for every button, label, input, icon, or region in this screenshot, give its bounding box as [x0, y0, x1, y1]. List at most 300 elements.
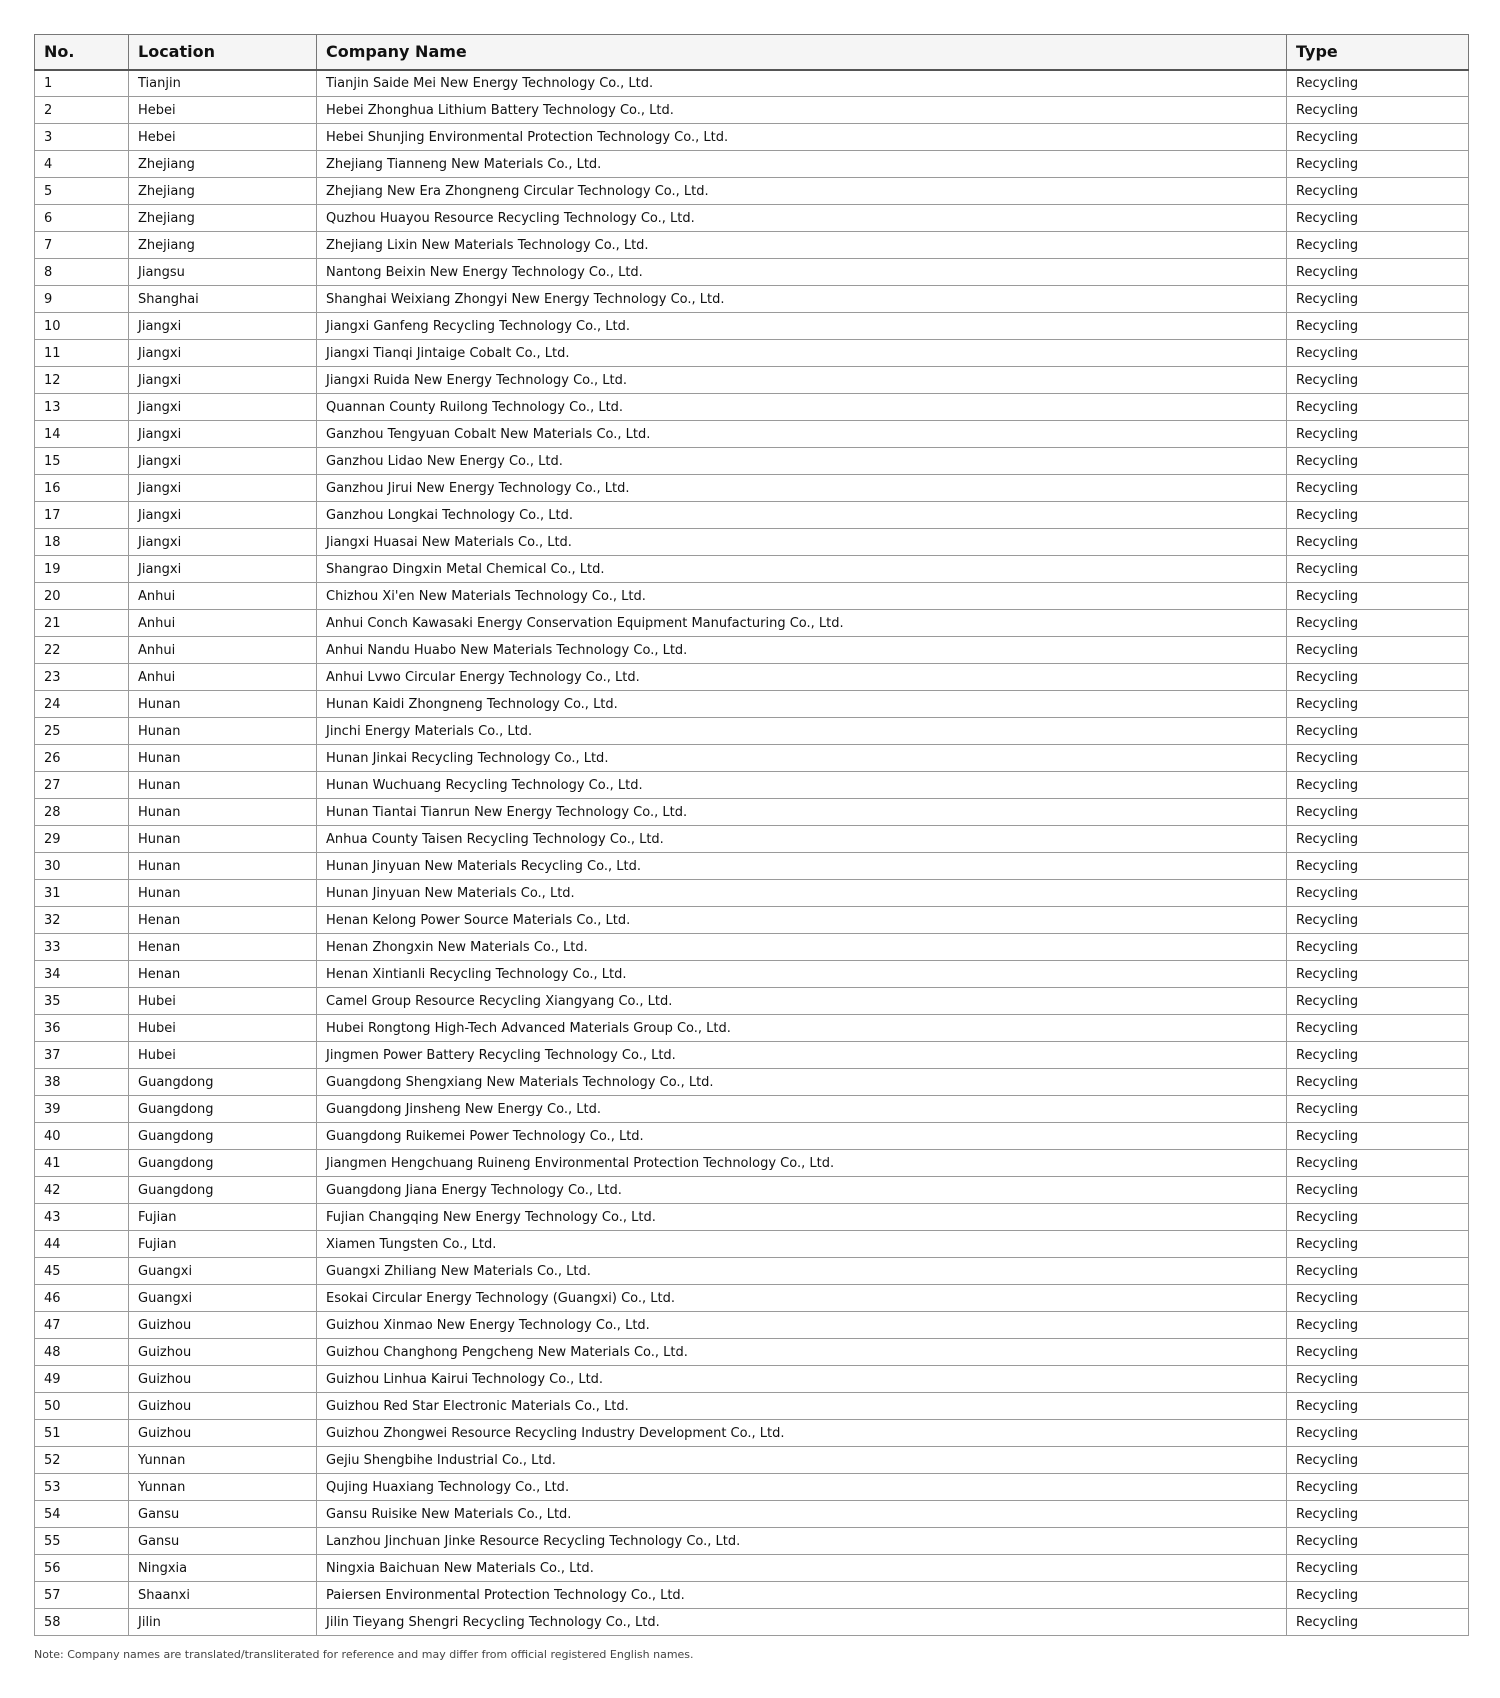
cell-type: Recycling [1287, 1528, 1469, 1555]
cell-location: Hebei [129, 97, 317, 124]
cell-no: 52 [35, 1447, 129, 1474]
cell-type: Recycling [1287, 475, 1469, 502]
cell-company-name: Fujian Changqing New Energy Technology Co., Ltd. [317, 1204, 1287, 1231]
cell-no: 58 [35, 1609, 129, 1636]
cell-type: Recycling [1287, 1231, 1469, 1258]
cell-location: Henan [129, 907, 317, 934]
cell-location: Guangxi [129, 1258, 317, 1285]
cell-company-name: Hunan Jinkai Recycling Technology Co., Ltd. [317, 745, 1287, 772]
table-row [35, 1420, 1469, 1447]
table-row [35, 1231, 1469, 1258]
cell-type: Recycling [1287, 1042, 1469, 1069]
cell-type: Recycling [1287, 664, 1469, 691]
table-row [35, 1582, 1469, 1609]
table-row [35, 772, 1469, 799]
cell-company-name: Hunan Jinyuan New Materials Recycling Co., Ltd. [317, 853, 1287, 880]
cell-type: Recycling [1287, 1312, 1469, 1339]
header-row [35, 35, 1469, 70]
cell-no: 47 [35, 1312, 129, 1339]
table-body [35, 70, 1469, 1636]
table-row [35, 1285, 1469, 1312]
table-row [35, 1366, 1469, 1393]
table-row [35, 1393, 1469, 1420]
cell-no: 27 [35, 772, 129, 799]
table-row [35, 799, 1469, 826]
cell-location: Jilin [129, 1609, 317, 1636]
cell-no: 18 [35, 529, 129, 556]
cell-company-name: Guizhou Linhua Kairui Technology Co., Ltd. [317, 1366, 1287, 1393]
cell-no: 14 [35, 421, 129, 448]
cell-type: Recycling [1287, 1366, 1469, 1393]
cell-no: 28 [35, 799, 129, 826]
header-location: Location [129, 35, 317, 70]
cell-location: Jiangxi [129, 529, 317, 556]
cell-type: Recycling [1287, 853, 1469, 880]
table-row [35, 502, 1469, 529]
cell-no: 23 [35, 664, 129, 691]
cell-type: Recycling [1287, 286, 1469, 313]
cell-company-name: Zhejiang Tianneng New Materials Co., Ltd. [317, 151, 1287, 178]
cell-company-name: Hubei Rongtong High-Tech Advanced Materials Group Co., Ltd. [317, 1015, 1287, 1042]
cell-type: Recycling [1287, 1582, 1469, 1609]
table-row [35, 1501, 1469, 1528]
cell-company-name: Zhejiang Lixin New Materials Technology Co., Ltd. [317, 232, 1287, 259]
cell-no: 2 [35, 97, 129, 124]
cell-location: Zhejiang [129, 151, 317, 178]
cell-location: Jiangxi [129, 502, 317, 529]
cell-type: Recycling [1287, 826, 1469, 853]
cell-type: Recycling [1287, 745, 1469, 772]
cell-no: 19 [35, 556, 129, 583]
cell-type: Recycling [1287, 178, 1469, 205]
cell-no: 32 [35, 907, 129, 934]
cell-company-name: Ganzhou Tengyuan Cobalt New Materials Co., Ltd. [317, 421, 1287, 448]
cell-no: 54 [35, 1501, 129, 1528]
cell-type: Recycling [1287, 1069, 1469, 1096]
cell-no: 38 [35, 1069, 129, 1096]
cell-company-name: Anhui Conch Kawasaki Energy Conservation Equipment Manufacturing Co., Ltd. [317, 610, 1287, 637]
cell-location: Hubei [129, 1015, 317, 1042]
table-row [35, 475, 1469, 502]
cell-location: Guizhou [129, 1366, 317, 1393]
cell-no: 5 [35, 178, 129, 205]
cell-type: Recycling [1287, 772, 1469, 799]
cell-company-name: Jiangxi Huasai New Materials Co., Ltd. [317, 529, 1287, 556]
cell-no: 42 [35, 1177, 129, 1204]
table-row [35, 1069, 1469, 1096]
table-row [35, 664, 1469, 691]
table-row [35, 853, 1469, 880]
cell-no: 3 [35, 124, 129, 151]
cell-type: Recycling [1287, 1420, 1469, 1447]
cell-no: 25 [35, 718, 129, 745]
cell-company-name: Ganzhou Lidao New Energy Co., Ltd. [317, 448, 1287, 475]
cell-type: Recycling [1287, 448, 1469, 475]
cell-company-name: Ningxia Baichuan New Materials Co., Ltd. [317, 1555, 1287, 1582]
cell-location: Zhejiang [129, 205, 317, 232]
table-row [35, 232, 1469, 259]
table-row [35, 286, 1469, 313]
cell-location: Jiangxi [129, 448, 317, 475]
table-row [35, 907, 1469, 934]
table-row [35, 124, 1469, 151]
cell-location: Gansu [129, 1501, 317, 1528]
cell-no: 7 [35, 232, 129, 259]
cell-company-name: Shanghai Weixiang Zhongyi New Energy Technology Co., Ltd. [317, 286, 1287, 313]
cell-no: 13 [35, 394, 129, 421]
cell-company-name: Jiangxi Ganfeng Recycling Technology Co., Ltd. [317, 313, 1287, 340]
cell-location: Hunan [129, 772, 317, 799]
cell-no: 56 [35, 1555, 129, 1582]
cell-location: Jiangxi [129, 556, 317, 583]
cell-no: 45 [35, 1258, 129, 1285]
cell-no: 20 [35, 583, 129, 610]
table-row [35, 880, 1469, 907]
cell-company-name: Jiangmen Hengchuang Ruineng Environmental Protection Technology Co., Ltd. [317, 1150, 1287, 1177]
table-row [35, 448, 1469, 475]
cell-location: Hunan [129, 826, 317, 853]
cell-type: Recycling [1287, 718, 1469, 745]
cell-type: Recycling [1287, 97, 1469, 124]
table-row [35, 1204, 1469, 1231]
cell-type: Recycling [1287, 1474, 1469, 1501]
cell-company-name: Shangrao Dingxin Metal Chemical Co., Ltd. [317, 556, 1287, 583]
table-row [35, 556, 1469, 583]
cell-type: Recycling [1287, 799, 1469, 826]
cell-no: 53 [35, 1474, 129, 1501]
cell-location: Guangdong [129, 1069, 317, 1096]
cell-company-name: Guizhou Changhong Pengcheng New Materials Co., Ltd. [317, 1339, 1287, 1366]
cell-location: Henan [129, 961, 317, 988]
table-row [35, 1015, 1469, 1042]
cell-location: Anhui [129, 583, 317, 610]
cell-location: Guizhou [129, 1339, 317, 1366]
cell-type: Recycling [1287, 880, 1469, 907]
cell-no: 37 [35, 1042, 129, 1069]
table-row [35, 745, 1469, 772]
cell-location: Jiangxi [129, 313, 317, 340]
cell-company-name: Lanzhou Jinchuan Jinke Resource Recycling Technology Co., Ltd. [317, 1528, 1287, 1555]
cell-type: Recycling [1287, 610, 1469, 637]
cell-type: Recycling [1287, 691, 1469, 718]
table-header [35, 35, 1469, 70]
cell-no: 4 [35, 151, 129, 178]
cell-type: Recycling [1287, 1177, 1469, 1204]
cell-type: Recycling [1287, 340, 1469, 367]
cell-no: 17 [35, 502, 129, 529]
cell-location: Hubei [129, 1042, 317, 1069]
table-row [35, 259, 1469, 286]
cell-type: Recycling [1287, 1501, 1469, 1528]
table-row [35, 1447, 1469, 1474]
cell-type: Recycling [1287, 367, 1469, 394]
cell-company-name: Jiangxi Tianqi Jintaige Cobalt Co., Ltd. [317, 340, 1287, 367]
cell-location: Hunan [129, 799, 317, 826]
table-row [35, 394, 1469, 421]
cell-type: Recycling [1287, 1096, 1469, 1123]
cell-location: Hebei [129, 124, 317, 151]
cell-company-name: Guangdong Shengxiang New Materials Technology Co., Ltd. [317, 1069, 1287, 1096]
cell-no: 9 [35, 286, 129, 313]
table-row [35, 151, 1469, 178]
cell-company-name: Zhejiang New Era Zhongneng Circular Technology Co., Ltd. [317, 178, 1287, 205]
cell-location: Tianjin [129, 70, 317, 97]
cell-location: Jiangxi [129, 340, 317, 367]
table-row [35, 1177, 1469, 1204]
header-type: Type [1287, 35, 1469, 70]
cell-company-name: Gansu Ruisike New Materials Co., Ltd. [317, 1501, 1287, 1528]
cell-company-name: Guangdong Ruikemei Power Technology Co., Ltd. [317, 1123, 1287, 1150]
table-row [35, 988, 1469, 1015]
cell-no: 57 [35, 1582, 129, 1609]
cell-company-name: Ganzhou Jirui New Energy Technology Co., Ltd. [317, 475, 1287, 502]
cell-no: 12 [35, 367, 129, 394]
table-row [35, 1123, 1469, 1150]
table-row [35, 1339, 1469, 1366]
table-row [35, 529, 1469, 556]
cell-no: 55 [35, 1528, 129, 1555]
cell-company-name: Anhui Lvwo Circular Energy Technology Co., Ltd. [317, 664, 1287, 691]
cell-no: 31 [35, 880, 129, 907]
cell-company-name: Hunan Wuchuang Recycling Technology Co., Ltd. [317, 772, 1287, 799]
cell-company-name: Jilin Tieyang Shengri Recycling Technology Co., Ltd. [317, 1609, 1287, 1636]
cell-no: 15 [35, 448, 129, 475]
cell-company-name: Anhui Nandu Huabo New Materials Technology Co., Ltd. [317, 637, 1287, 664]
cell-type: Recycling [1287, 1447, 1469, 1474]
table-row [35, 826, 1469, 853]
cell-company-name: Hebei Shunjing Environmental Protection Technology Co., Ltd. [317, 124, 1287, 151]
footnote: Note: Company names are translated/transliterated for reference and may differ from official registered English names. [34, 1648, 694, 1661]
cell-no: 46 [35, 1285, 129, 1312]
table-row [35, 637, 1469, 664]
cell-type: Recycling [1287, 1204, 1469, 1231]
cell-location: Hunan [129, 880, 317, 907]
cell-type: Recycling [1287, 394, 1469, 421]
cell-company-name: Guizhou Red Star Electronic Materials Co., Ltd. [317, 1393, 1287, 1420]
cell-no: 29 [35, 826, 129, 853]
cell-company-name: Jiangxi Ruida New Energy Technology Co., Ltd. [317, 367, 1287, 394]
cell-location: Fujian [129, 1231, 317, 1258]
cell-no: 24 [35, 691, 129, 718]
cell-company-name: Guangdong Jinsheng New Energy Co., Ltd. [317, 1096, 1287, 1123]
cell-company-name: Henan Zhongxin New Materials Co., Ltd. [317, 934, 1287, 961]
cell-no: 30 [35, 853, 129, 880]
cell-company-name: Nantong Beixin New Energy Technology Co., Ltd. [317, 259, 1287, 286]
table-row [35, 205, 1469, 232]
cell-location: Yunnan [129, 1447, 317, 1474]
cell-no: 35 [35, 988, 129, 1015]
cell-company-name: Hunan Tiantai Tianrun New Energy Technology Co., Ltd. [317, 799, 1287, 826]
cell-company-name: Quzhou Huayou Resource Recycling Technology Co., Ltd. [317, 205, 1287, 232]
cell-location: Jiangxi [129, 421, 317, 448]
cell-type: Recycling [1287, 205, 1469, 232]
cell-location: Gansu [129, 1528, 317, 1555]
cell-no: 36 [35, 1015, 129, 1042]
cell-location: Guangdong [129, 1096, 317, 1123]
cell-no: 6 [35, 205, 129, 232]
table-row [35, 367, 1469, 394]
cell-company-name: Hunan Kaidi Zhongneng Technology Co., Ltd. [317, 691, 1287, 718]
cell-type: Recycling [1287, 1339, 1469, 1366]
cell-company-name: Chizhou Xi'en New Materials Technology Co., Ltd. [317, 583, 1287, 610]
cell-no: 16 [35, 475, 129, 502]
cell-type: Recycling [1287, 637, 1469, 664]
cell-type: Recycling [1287, 259, 1469, 286]
cell-no: 40 [35, 1123, 129, 1150]
cell-location: Henan [129, 934, 317, 961]
table-row [35, 718, 1469, 745]
cell-no: 49 [35, 1366, 129, 1393]
cell-type: Recycling [1287, 1609, 1469, 1636]
cell-company-name: Gejiu Shengbihe Industrial Co., Ltd. [317, 1447, 1287, 1474]
cell-location: Ningxia [129, 1555, 317, 1582]
cell-company-name: Jingmen Power Battery Recycling Technology Co., Ltd. [317, 1042, 1287, 1069]
cell-company-name: Camel Group Resource Recycling Xiangyang Co., Ltd. [317, 988, 1287, 1015]
cell-location: Hunan [129, 853, 317, 880]
header-no: No. [35, 35, 129, 70]
cell-company-name: Guangxi Zhiliang New Materials Co., Ltd. [317, 1258, 1287, 1285]
cell-no: 48 [35, 1339, 129, 1366]
cell-location: Yunnan [129, 1474, 317, 1501]
cell-company-name: Quannan County Ruilong Technology Co., Ltd. [317, 394, 1287, 421]
table-row [35, 340, 1469, 367]
cell-type: Recycling [1287, 556, 1469, 583]
header-company-name: Company Name [317, 35, 1287, 70]
cell-type: Recycling [1287, 1015, 1469, 1042]
cell-no: 10 [35, 313, 129, 340]
cell-location: Anhui [129, 637, 317, 664]
cell-no: 41 [35, 1150, 129, 1177]
table-row [35, 313, 1469, 340]
cell-type: Recycling [1287, 1555, 1469, 1582]
cell-company-name: Anhua County Taisen Recycling Technology Co., Ltd. [317, 826, 1287, 853]
cell-type: Recycling [1287, 232, 1469, 259]
cell-no: 51 [35, 1420, 129, 1447]
cell-location: Anhui [129, 610, 317, 637]
cell-company-name: Henan Xintianli Recycling Technology Co., Ltd. [317, 961, 1287, 988]
cell-location: Guizhou [129, 1312, 317, 1339]
cell-company-name: Paiersen Environmental Protection Technology Co., Ltd. [317, 1582, 1287, 1609]
cell-type: Recycling [1287, 1285, 1469, 1312]
table-row [35, 178, 1469, 205]
cell-no: 34 [35, 961, 129, 988]
cell-location: Hunan [129, 745, 317, 772]
table-row [35, 1042, 1469, 1069]
cell-location: Zhejiang [129, 232, 317, 259]
company-table [34, 34, 1469, 1636]
cell-location: Shanghai [129, 286, 317, 313]
cell-type: Recycling [1287, 124, 1469, 151]
cell-no: 1 [35, 70, 129, 97]
cell-no: 21 [35, 610, 129, 637]
cell-type: Recycling [1287, 907, 1469, 934]
table-row [35, 583, 1469, 610]
cell-location: Jiangxi [129, 475, 317, 502]
cell-no: 8 [35, 259, 129, 286]
cell-location: Guizhou [129, 1393, 317, 1420]
cell-type: Recycling [1287, 502, 1469, 529]
table-row [35, 1312, 1469, 1339]
cell-company-name: Guizhou Xinmao New Energy Technology Co., Ltd. [317, 1312, 1287, 1339]
cell-type: Recycling [1287, 583, 1469, 610]
cell-no: 22 [35, 637, 129, 664]
cell-location: Guangxi [129, 1285, 317, 1312]
table-row [35, 1096, 1469, 1123]
cell-location: Hunan [129, 718, 317, 745]
cell-type: Recycling [1287, 529, 1469, 556]
table-row [35, 70, 1469, 97]
cell-location: Anhui [129, 664, 317, 691]
cell-type: Recycling [1287, 421, 1469, 448]
cell-company-name: Hunan Jinyuan New Materials Co., Ltd. [317, 880, 1287, 907]
cell-no: 43 [35, 1204, 129, 1231]
cell-type: Recycling [1287, 151, 1469, 178]
cell-location: Hunan [129, 691, 317, 718]
cell-type: Recycling [1287, 1150, 1469, 1177]
cell-location: Guangdong [129, 1177, 317, 1204]
cell-company-name: Hebei Zhonghua Lithium Battery Technology Co., Ltd. [317, 97, 1287, 124]
cell-location: Guangdong [129, 1150, 317, 1177]
cell-type: Recycling [1287, 1123, 1469, 1150]
table-row [35, 421, 1469, 448]
cell-company-name: Qujing Huaxiang Technology Co., Ltd. [317, 1474, 1287, 1501]
cell-location: Fujian [129, 1204, 317, 1231]
table-row [35, 1150, 1469, 1177]
cell-location: Zhejiang [129, 178, 317, 205]
cell-no: 50 [35, 1393, 129, 1420]
cell-type: Recycling [1287, 961, 1469, 988]
cell-type: Recycling [1287, 70, 1469, 97]
cell-location: Hubei [129, 988, 317, 1015]
cell-type: Recycling [1287, 313, 1469, 340]
cell-location: Shaanxi [129, 1582, 317, 1609]
table-row [35, 961, 1469, 988]
cell-no: 44 [35, 1231, 129, 1258]
table-row [35, 1528, 1469, 1555]
cell-company-name: Guizhou Zhongwei Resource Recycling Industry Development Co., Ltd. [317, 1420, 1287, 1447]
table-row [35, 610, 1469, 637]
table-row [35, 1474, 1469, 1501]
table-row [35, 1258, 1469, 1285]
cell-no: 11 [35, 340, 129, 367]
cell-location: Jiangxi [129, 367, 317, 394]
cell-company-name: Tianjin Saide Mei New Energy Technology Co., Ltd. [317, 70, 1287, 97]
cell-company-name: Xiamen Tungsten Co., Ltd. [317, 1231, 1287, 1258]
cell-type: Recycling [1287, 934, 1469, 961]
cell-company-name: Guangdong Jiana Energy Technology Co., Ltd. [317, 1177, 1287, 1204]
cell-location: Jiangsu [129, 259, 317, 286]
cell-location: Jiangxi [129, 394, 317, 421]
cell-company-name: Jinchi Energy Materials Co., Ltd. [317, 718, 1287, 745]
table-row [35, 934, 1469, 961]
cell-no: 33 [35, 934, 129, 961]
cell-no: 26 [35, 745, 129, 772]
document [34, 34, 1468, 1661]
cell-company-name: Henan Kelong Power Source Materials Co., Ltd. [317, 907, 1287, 934]
table-row [35, 97, 1469, 124]
cell-company-name: Ganzhou Longkai Technology Co., Ltd. [317, 502, 1287, 529]
cell-location: Guangdong [129, 1123, 317, 1150]
cell-type: Recycling [1287, 988, 1469, 1015]
table-row [35, 1555, 1469, 1582]
cell-company-name: Esokai Circular Energy Technology (Guangxi) Co., Ltd. [317, 1285, 1287, 1312]
cell-location: Guizhou [129, 1420, 317, 1447]
cell-type: Recycling [1287, 1393, 1469, 1420]
table-row [35, 691, 1469, 718]
cell-type: Recycling [1287, 1258, 1469, 1285]
cell-no: 39 [35, 1096, 129, 1123]
table-row [35, 1609, 1469, 1636]
